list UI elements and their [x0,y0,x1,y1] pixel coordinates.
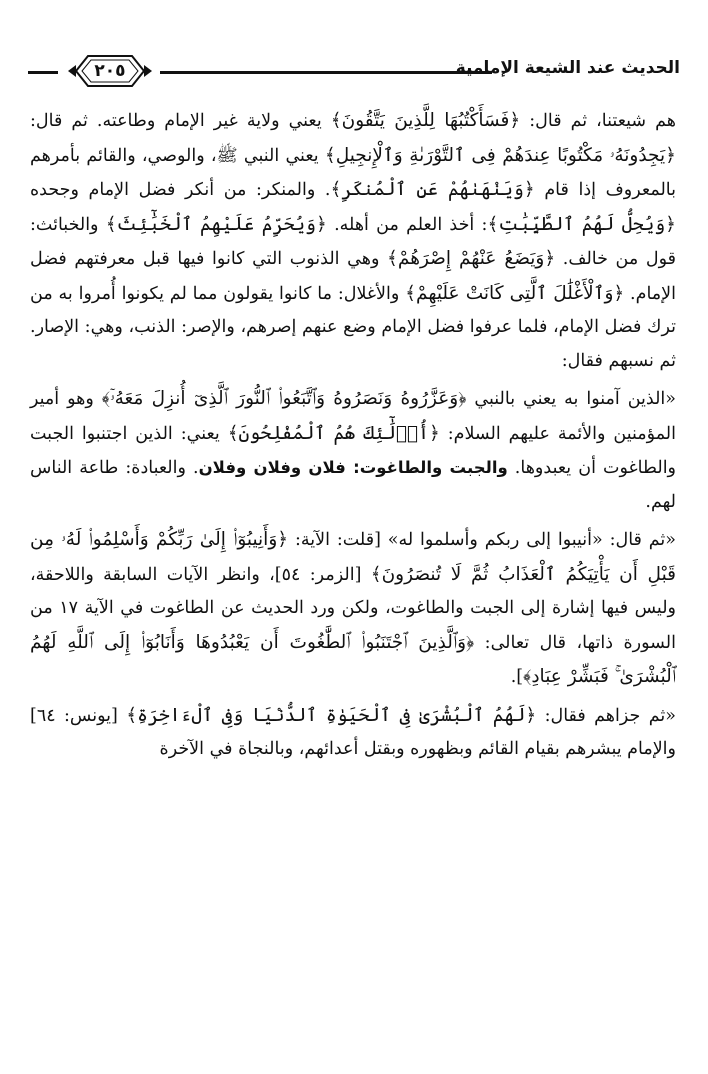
quran-verse: ﴿وَٱلْأَغْلَٰلَ ٱلَّتِى كَانَتْ عَلَيْهِمْ﴾ [405,282,625,304]
text-run: «الذين آمنوا به يعني بالنبي [466,389,676,409]
text-run: والخبائث: قول من خالف. [30,214,676,269]
quran-verse: ﴿وَيَنْهَىٰهُمْ عَنِ ٱلْمُنكَرِ﴾ [330,179,535,200]
text-run: يعني النبي ﷺ، والوصي، والقائم بأمرهم بالمعروف إذا قام [30,145,676,200]
text-run: . والمنكر: من أنكر فضل الإمام وجحده [30,180,331,200]
paragraph [30,699,676,767]
header-rule [160,71,492,74]
header-rule-left [28,71,58,74]
page-header [28,52,680,92]
quran-verse: ﴿وَعَزَّرُوهُ وَنَصَرُوهُ وَٱتَّبَعُوا۟ ٱلنُّورَ ٱلَّذِىٓ أُنزِلَ مَعَهُۥٓ﴾ [101,388,467,409]
quran-verse: ﴿وَيُحِلُّ لَهُمُ ٱلطَّيِّبَٰتِ﴾ [487,213,676,235]
text-run: والأغلال: ما كانوا يقولون مما لم يكونوا أُمروا به من ترك فضل الإمام، فلما عرفوا فضل الإمام وضع عنهم إصرهم، والإصر: الذنب، وهي: الإصار. ثم نسبهم فقال: [30,283,676,371]
text-run: : أخذ العلم من أهله. [326,214,488,235]
quran-verse: ﴿وَأَنِيبُوٓا۟ إِلَىٰ رَبِّكُمْ وَأَسْلِمُوا۟ لَهُۥ مِن قَبْلِ أَن يَأْتِيَكُمُ ٱلْعَذَابُ ثُمَّ لَا تُنصَرُونَ﴾ [30,529,676,585]
quran-verse: ﴿وَيَضَعُ عَنْهُمْ إِصْرَهُمْ﴾ [387,248,556,269]
page-number: ٢٠٥ [94,61,126,81]
text-run: «ثم قال: «أنيبوا إلى ربكم وأسلموا له» [قلت: الآية: [288,530,677,550]
text-run: ]. [510,667,524,687]
paragraph [30,382,676,519]
text-run: [يونس: ٦٤] والإمام يبشرهم بقيام القائم وبظهوره وبقتل أعدائهم، وبالنجاة في الآخرة [30,705,676,759]
text-run: [الزمر: ٥٤]، وانظر الآيات السابقة واللاحقة، وليس فيها إشارة إلى الجبت والطاغوت، ولكن ورد الحديث عن الطاغوت في الآية ١٧ من السورة ذاتها، قال تعالى: [30,564,676,653]
bold-text: والجبت والطاغوت: فلان وفلان وفلان [198,458,508,477]
paragraph [30,523,676,695]
main-text [30,104,676,767]
text-run: هم شيعتنا، ثم قال: [520,111,676,131]
quran-verse: ﴿أُو۟لَٰٓئِكَ هُمُ ٱلْمُفْلِحُونَ﴾ [227,422,440,444]
quran-verse: ﴿وَٱلَّذِينَ ٱجْتَنَبُوا۟ ٱلطَّٰغُوتَ أَن يَعْبُدُوهَا وَأَنَابُوٓا۟ إِلَى ٱللَّهِ لَهُمُ ٱلْبُشْرَىٰ ۚ فَبَشِّرْ عِبَادِ﴾ [30,631,676,687]
paragraph [30,104,676,378]
quran-verse: ﴿يَجِدُونَهُۥ مَكْتُوبًا عِندَهُمْ فِى ٱلتَّوْرَىٰةِ وَٱلْإِنجِيلِ﴾ [324,144,676,166]
text-run: وهو أمير المؤمنين والأئمة عليهم السلام: [30,389,677,444]
quran-verse: ﴿لَهُمُ ٱلْبُشْرَىٰ فِى ٱلْحَيَوٰةِ ٱلدُّنْيَا وَفِى ٱلْءَاخِرَةِ﴾ [126,704,537,726]
quran-verse: ﴿فَسَأَكْتُبُهَا لِلَّذِينَ يَتَّقُونَ﴾ [330,110,521,131]
running-head-title: الحديث عند الشيعة الإمامية [455,58,680,78]
quran-verse: ﴿وَيُحَرِّمُ عَلَيْهِمُ ٱلْخَبَٰٓئِثَ﴾ [105,213,327,235]
text-run: . والعبادة: طاعة الناس لهم. [30,458,676,512]
text-run: وهي الذنوب التي كانوا فيها قبل معرفتهم فضل الإمام. [30,249,677,304]
text-run: يعني: الذين اجتنبوا الجبت والطاغوت أن يعبدوها. [30,423,677,478]
text-run: يعني ولاية غير الإمام وطاعته. ثم قال: [30,111,331,131]
text-run: «ثم جزاهم فقال: [536,705,676,726]
